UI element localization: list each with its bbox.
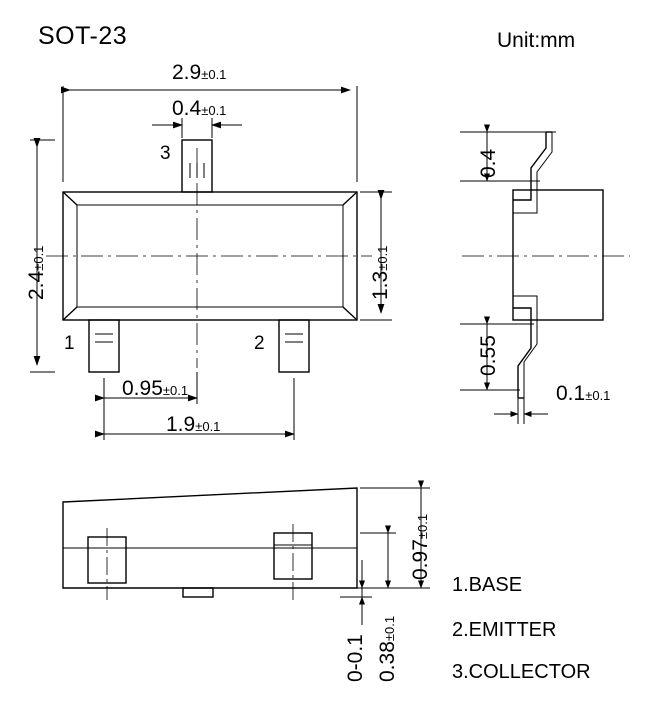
dim-body-thickness: 0.38±0.1: [376, 615, 399, 682]
legend-item-collector: 3.COLLECTOR: [452, 661, 591, 683]
pin-label-2: 2: [254, 333, 265, 354]
unit-note: Unit:mm: [497, 29, 576, 52]
dim-stand-off: 0.55: [477, 335, 500, 376]
dim-body-height: 1.3±0.1: [369, 245, 392, 300]
dim-pitch-full: 1.9±0.1: [166, 413, 221, 436]
top-view-dimensions: [30, 86, 392, 440]
dim-pitch-half: 0.95±0.1: [122, 377, 189, 400]
pin-label-1: 1: [64, 333, 75, 354]
front-view-geometry: [63, 488, 357, 600]
legend-item-base: 1.BASE: [452, 574, 523, 596]
dim-lead-width: 0.4±0.1: [172, 97, 227, 120]
dim-overall-height: 2.4±0.1: [25, 245, 48, 300]
package-title: SOT-23: [38, 22, 128, 50]
pin-label-3: 3: [160, 143, 171, 164]
top-view-geometry: [46, 140, 372, 372]
side-view-dimensions: [460, 132, 556, 424]
dim-lead-thickness: 0.1±0.1: [556, 382, 611, 405]
dim-lead-top: 0.4: [477, 148, 500, 178]
dim-overall-width: 2.9±0.1: [172, 61, 227, 84]
dim-total-height: 0.97±0.1: [409, 513, 432, 580]
dim-seating-plane: 0-0.1: [344, 634, 367, 682]
legend-item-emitter: 2.EMITTER: [452, 619, 557, 641]
